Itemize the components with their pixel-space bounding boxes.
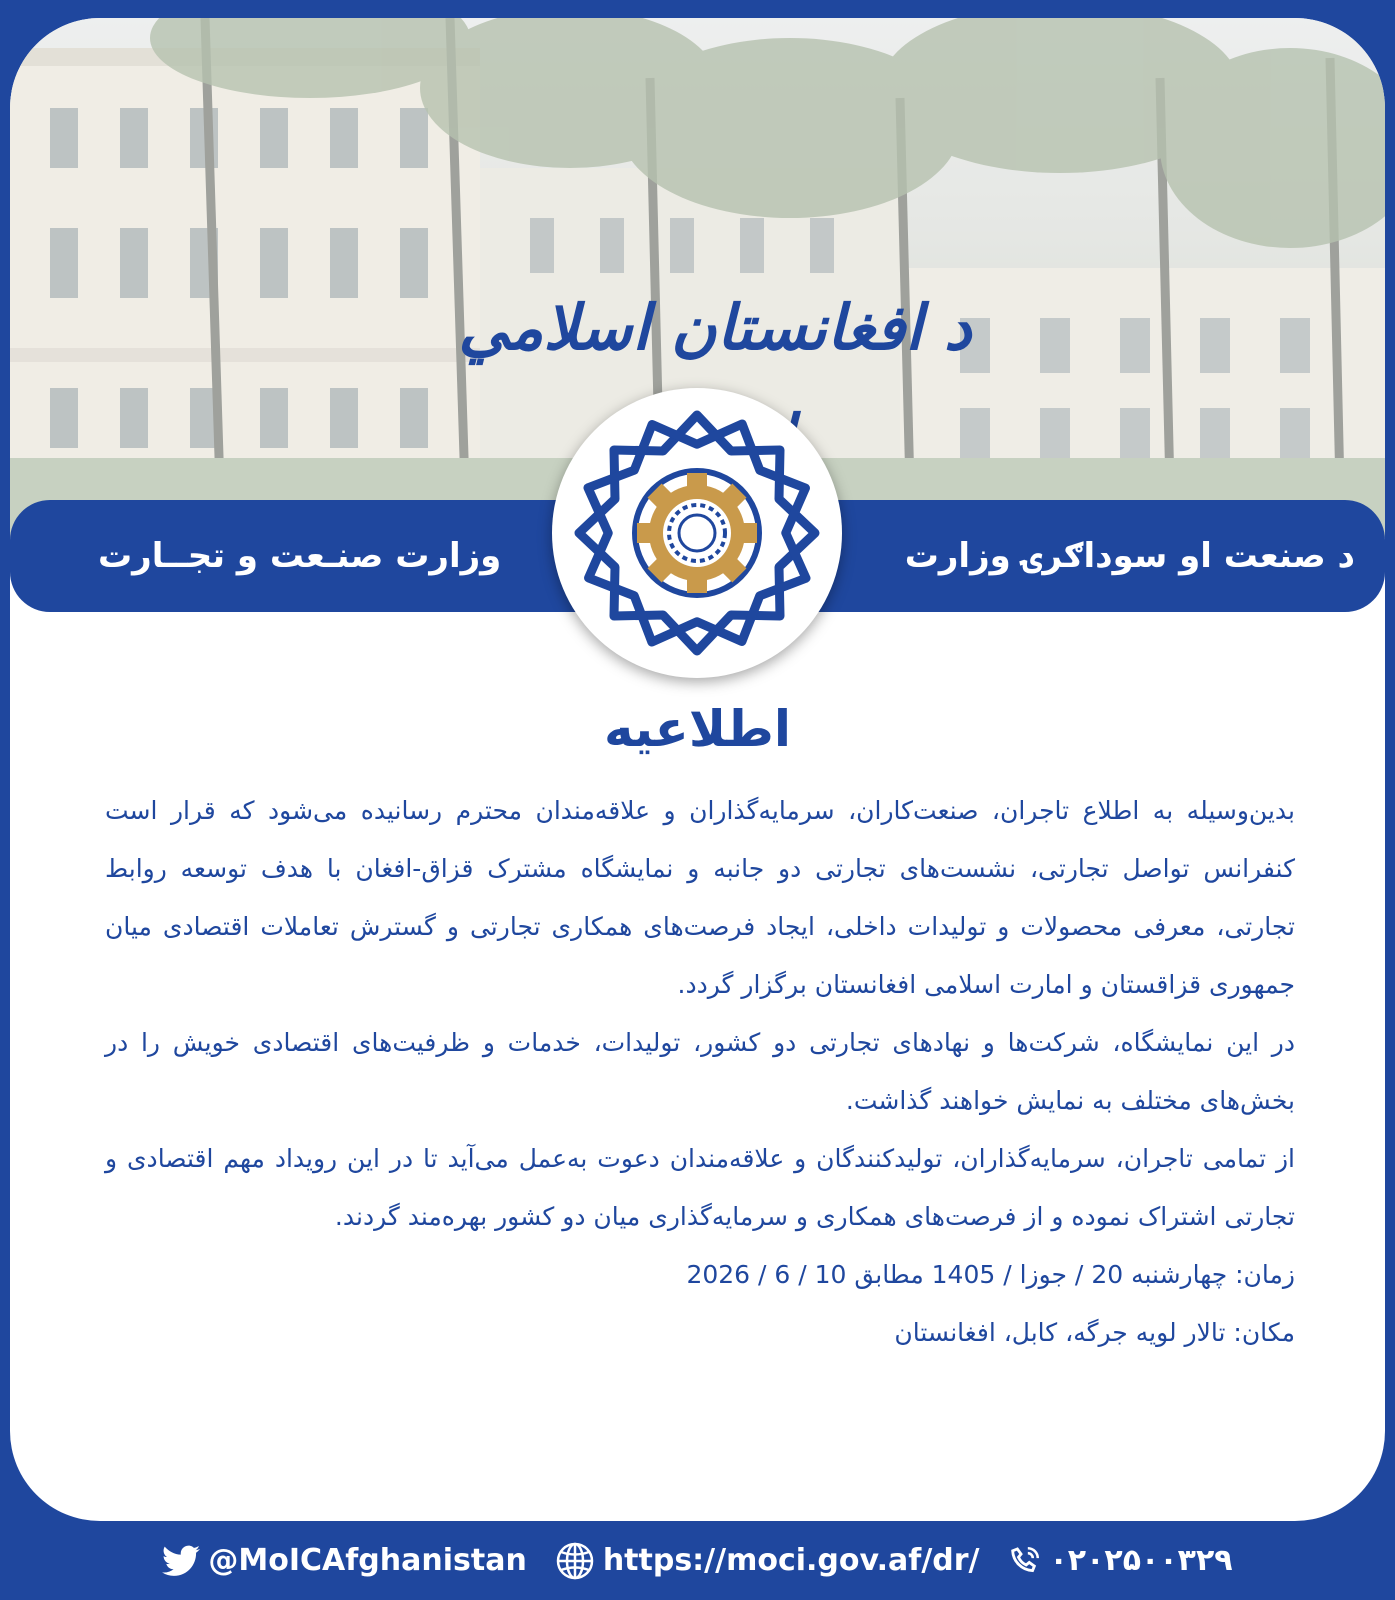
twitter-contact[interactable]	[162, 1543, 526, 1578]
phone-number: ۰۲۰۲۵۰۰۳۲۹	[1049, 1543, 1233, 1578]
contact-footer	[0, 1521, 1395, 1600]
phone-contact[interactable]	[1008, 1543, 1233, 1578]
notice-paragraph-intro: بدین‌وسیله به اطلاع تاجران، صنعت‌کاران، سرمایه‌گذاران و علاقه‌مندان محترم رسانیده می‌شود که قرار است کنفرانس تواصل تجارتی، نشست‌های تجارتی دو جانبه و نمایشگاه مشترک قزاق-افغان با هدف توسعه روابط تجارتی، معرفی محصولات و تولیدات داخلی، ایجاد فرصت‌های همکاری تجارتی و گسترش تعاملات اقتصادی میان جمهوری قزاقستان و امارت اسلامی افغانستان برگزار گردد.	[105, 796, 1295, 999]
notice-paragraph-invitation: از تمامی تاجران، سرمایه‌گذاران، تولیدکنندگان و علاقه‌مندان دعوت به‌عمل می‌آید تا در این رویداد مهم اقتصادی و تجارتی اشتراک نموده و از فرصت‌های همکاری و سرمایه‌گذاری میان دو کشور بهره‌مند گردند.	[105, 1144, 1295, 1231]
twitter-handle: @MoICAfghanistan	[208, 1543, 527, 1578]
ministry-logo	[552, 388, 842, 678]
emirate-calligraphy-title: د افغانستان اسلامي	[458, 291, 972, 364]
notice-location: مکان: تالار لویه جرگه، کابل، افغانستان	[894, 1318, 1295, 1347]
notice-body	[105, 782, 1295, 1362]
website-url: https://moci.gov.af/dr/	[602, 1543, 980, 1578]
geometric-star-gear-icon	[552, 388, 842, 678]
phone-icon	[1008, 1544, 1042, 1578]
notice-paragraph-exhibition: در این نمایشگاه، شرکت‌ها و نهادهای تجارتی دو کشور، تولیدات، خدمات و ظرفیت‌های اقتصادی خویش را در بخش‌های مختلف به نمایش خواهند گذاشت.	[105, 1028, 1295, 1115]
ministry-name-pashto: د صنعت او سوداګرۍ وزارت	[904, 536, 1355, 576]
ministry-name-dari: وزارت صنـعت و تجــارت	[98, 536, 502, 576]
globe-icon	[555, 1541, 595, 1581]
notice-date: زمان: چهارشنبه 20 / جوزا / 1405 مطابق 10 / 6 / 2026	[686, 1260, 1295, 1289]
website-contact[interactable]	[555, 1541, 980, 1581]
notice-title: اطلاعیه	[603, 700, 792, 758]
twitter-bird-icon	[162, 1545, 200, 1577]
